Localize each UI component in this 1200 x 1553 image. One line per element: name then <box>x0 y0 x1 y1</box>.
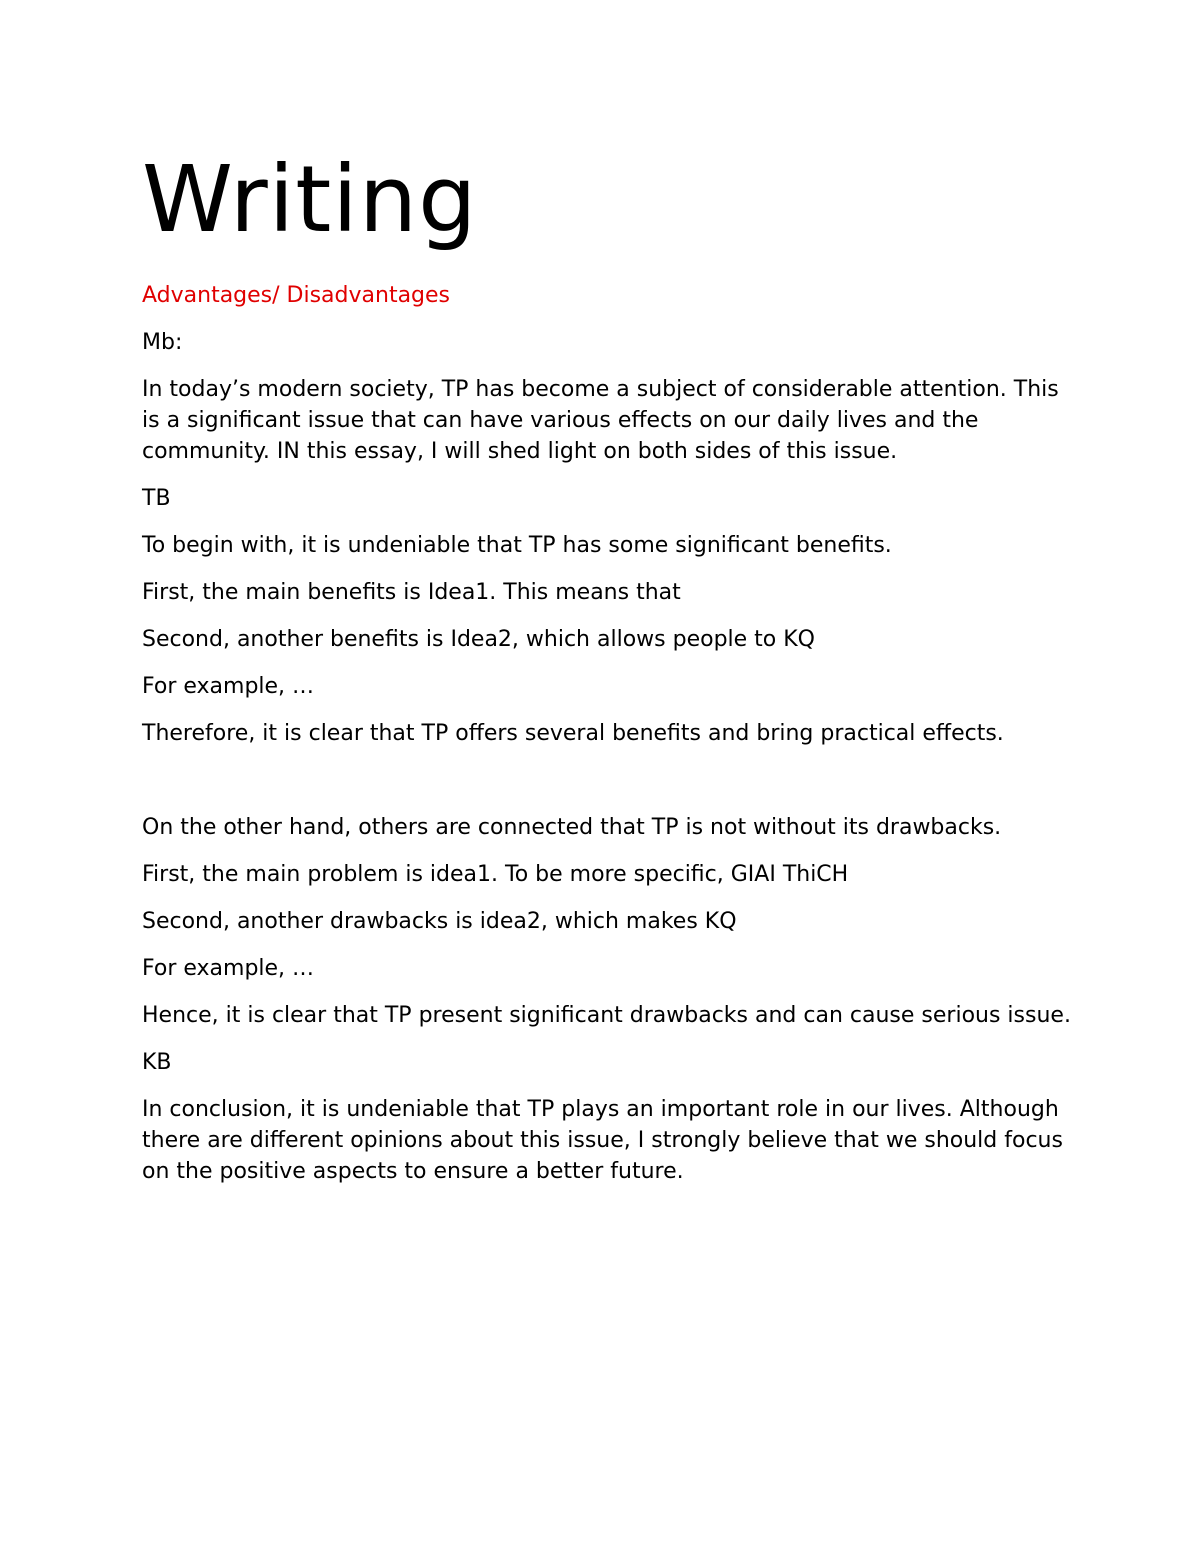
document-title: Writing <box>142 146 478 253</box>
paragraph-benefit-first: First, the main benefits is Idea1. This means that <box>142 580 681 605</box>
document-body <box>142 140 1072 1203</box>
paragraph-benefits-conclusion: Therefore, it is clear that TP offers several benefits and bring practical effects. <box>142 721 1004 746</box>
paragraph-drawbacks-intro: On the other hand, others are connected that TP is not without its drawbacks. <box>142 815 1002 840</box>
paragraph-drawback-second: Second, another drawbacks is idea2, which makes KQ <box>142 909 737 934</box>
document-subtitle: Advantages/ Disadvantages <box>142 283 451 308</box>
paragraph-kb-label: KB <box>142 1050 172 1075</box>
paragraph-benefit-second: Second, another benefits is Idea2, which allows people to KQ <box>142 627 815 652</box>
paragraph-mb-label: Mb: <box>142 330 183 355</box>
paragraph-conclusion: In conclusion, it is undeniable that TP plays an important role in our lives. Although there are different opinions about this issue, I strongly believe that we should focus on the positive aspects to ensure a better future. <box>142 1097 1063 1184</box>
paragraph-benefit-example: For example, … <box>142 674 315 699</box>
paragraph-drawbacks-conclusion: Hence, it is clear that TP present significant drawbacks and can cause serious issue. <box>142 1003 1071 1028</box>
paragraph-benefits-intro: To begin with, it is undeniable that TP has some significant benefits. <box>142 533 892 558</box>
paragraph-drawback-example: For example, … <box>142 956 315 981</box>
paragraph-drawback-first: First, the main problem is idea1. To be more specific, GIAI ThiCH <box>142 862 849 887</box>
paragraph-introduction: In today’s modern society, TP has become a subject of considerable attention. This is a significant issue that can have various effects on our daily lives and the community. IN this essay, I will shed light on both sides of this issue. <box>142 377 1059 464</box>
paragraph-tb-label: TB <box>142 486 171 511</box>
blank-line <box>142 765 1072 812</box>
